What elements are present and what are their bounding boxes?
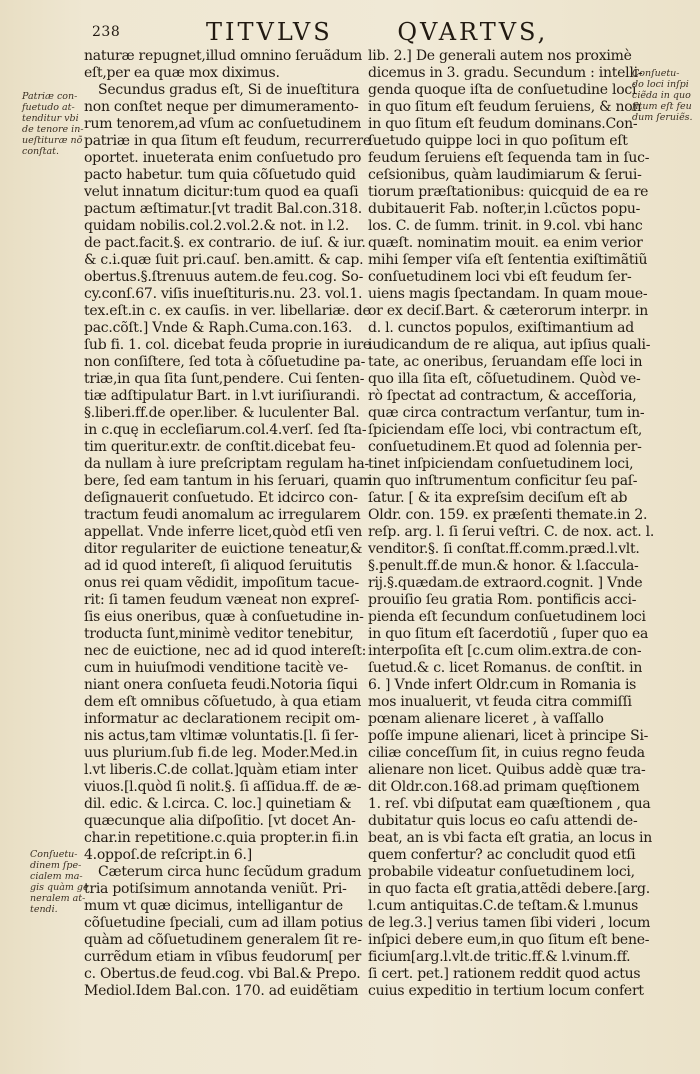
text-line: rum tenorem,ad vſum ac conſuetudinem	[84, 116, 362, 132]
page-number: 238	[92, 24, 121, 40]
text-line: dubitatur quis locus eo caſu attendi de-	[368, 813, 638, 829]
margin-note-line: conſtat.	[22, 146, 59, 157]
margin-note-line: dum ſeruiẽs.	[632, 112, 693, 123]
text-line: mihi ſemper viſa eſt ſententia exiſtimãtiũ	[368, 252, 648, 268]
text-line: pœnam alienare liceret , à vaſſallo	[368, 711, 604, 727]
text-line: Secundus gradus eſt, Si de inueſtitura	[98, 82, 360, 98]
text-line: quidam nobilis.col.2.vol.2.& not. in l.2.	[84, 218, 350, 234]
text-line: velut innatum dicitur:tum quod ea quaſi	[84, 184, 359, 200]
text-line: iudicandum de re aliqua, aut ipſius quali-	[368, 337, 651, 353]
text-line: 4.oppoſ.de reſcript.in 6.]	[84, 847, 252, 863]
text-line: inſpici debere eum,in quo ſitum eſt bene-	[368, 932, 650, 948]
margin-note-patriae-consuetudo	[22, 91, 82, 157]
text-line: appellat. Vnde inferre licet,quòd etſi ven	[84, 524, 362, 540]
text-line: tex.eſt.in c. ex cauſis. in ver. libellariæ. de	[84, 303, 371, 319]
text-line: Oldr. con. 159. ex præſenti themate.in 2.	[368, 507, 648, 523]
text-line: l.vt liberis.C.de collat.]quàm etiam inter	[84, 762, 358, 778]
text-line: in quo ſitum eſt feudum ſeruiens, & non	[368, 99, 642, 115]
text-line: uiens magis ſpectandam. In quam moue-	[368, 286, 648, 302]
text-line: 1. reſ. vbi diſputat eam quæſtionem , qua	[368, 796, 651, 812]
text-line: obertus.§.ſtrenuus autem.de feu.cog. So-	[84, 269, 364, 285]
text-line: cõſuetudine ſpeciali, cum ad illam potius	[84, 915, 363, 931]
text-line: poſſe impune alienari, licet à principe Si-	[368, 728, 649, 744]
text-line: dem eſt omnibus cõſuetudo, à qua etiam	[84, 694, 362, 710]
page-header	[0, 14, 700, 44]
text-line: reſp. arg. l. ſi ſerui veſtri. C. de nox. act. l.	[368, 524, 655, 540]
text-line: cy.conſ.67. viſis inueſtituris.nu. 23. vol.1.	[84, 286, 363, 302]
text-line: in quo facta eſt gratia,attẽdi debere.[arg.	[368, 881, 650, 897]
text-line: pac.cõſt.] Vnde & Raph.Cuma.con.163.	[84, 320, 353, 336]
text-line: tiæ adſtipulatur Bart. in l.vt iuriſiurandi.	[84, 388, 360, 404]
margin-note-line: Patriæ con-	[22, 91, 78, 102]
text-line: troducta ſunt,minimè veditor tenebitur,	[84, 626, 354, 642]
text-line: ſpiciendam eſſe loci, vbi contractum eſt,	[368, 422, 643, 438]
text-line: quæ circa contractum verſantur, tum in-	[368, 405, 645, 421]
text-line: ſatur. [ & ita expreſsim deciſum eſt ab	[368, 490, 628, 506]
text-line: Mediol.Idem Bal.con. 170. ad euidẽtiam	[84, 983, 359, 999]
text-line: dicemus in 3. gradu. Secundum : intelli-	[368, 65, 643, 81]
text-line: pienda eſt ſecundum conſuetudinem loci	[368, 609, 646, 625]
text-line: non conſtet neque per dimumeramento-	[84, 99, 359, 115]
text-line: beat, an is vbi facta eſt gratia, an locus in	[368, 830, 652, 846]
text-line: nec de euictione, nec ad id quod intereſt:	[84, 643, 367, 659]
text-line: in quo ſitum eſt feudum dominans.Con-	[368, 116, 638, 132]
text-line: triæ,in qua ſita ſunt,pendere. Cui ſenten-	[84, 371, 365, 387]
margin-note-line: ueſtituræ nõ	[22, 135, 83, 146]
text-line: currẽdum etiam in vſibus feudorum[ per	[84, 949, 362, 965]
text-line: ſuetud.& c. licet Romanus. de conſtit. in	[368, 660, 643, 676]
text-line: dit Oldr.con.168.ad primam quęſtionem	[368, 779, 640, 795]
text-line: pacto habetur. tum quia cõſuetudo quid	[84, 167, 356, 183]
text-line: quæcunque alia diſpoſitio. [vt docet An-	[84, 813, 356, 829]
text-line: ciliæ conceſſum ſit, in cuius regno feuda	[368, 745, 645, 761]
text-line: quo illa ſita eſt, cõſuetudinem. Quòd ve-	[368, 371, 641, 387]
text-line: patriæ in qua ſitum eſt feudum, recurrere	[84, 133, 371, 149]
text-line: ſub fi. 1. col. dicebat feuda proprie in iure	[84, 337, 371, 353]
text-line: tinet inſpiciendam conſuetudinem loci,	[368, 456, 634, 472]
text-line: quàm ad cõſuetudinem generalem ſit re-	[84, 932, 362, 948]
text-line: ſi cert. pet.] rationem reddit quod actus	[368, 966, 641, 982]
text-line: onus rei quam vẽdidit, impoſitum tacue-	[84, 575, 359, 591]
text-line: eſt,per ea quæ mox diximus.	[84, 65, 280, 81]
margin-note-line: tendi.	[30, 904, 58, 915]
text-line: rij.§.quædam.de extraord.cognit. ] Vnde	[368, 575, 643, 591]
text-line: los. C. de ſumm. trinit. in 9.col. vbi hanc	[368, 218, 643, 234]
margin-note-line: Conſuetu-	[30, 849, 78, 860]
text-line: niant onera conſueta feudi.Notoria ſiqui	[84, 677, 358, 693]
text-line: quem confertur? ac concludit quod etſi	[368, 847, 636, 863]
text-line: ſuetudo quippe loci in quo poſitum eſt	[368, 133, 628, 149]
text-line: alienare non licet. Quibus addè quæ tra-	[368, 762, 646, 778]
text-line: in c.quę in eccleſiarum.col.4.verſ. ſed ſta-	[84, 422, 367, 438]
text-line: ficium[arg.l.vlt.de tritic.ff.& l.vinum.ff.	[368, 949, 631, 965]
margin-note-line: neralem at-	[30, 893, 86, 904]
margin-note-line: de tenore in-	[22, 124, 84, 135]
text-line: rit: ſi tamen feudum væneat non expreſ-	[84, 592, 360, 608]
text-line: mos inualuerit, vt feuda citra commiſſi	[368, 694, 632, 710]
margin-note-line: ciẽda in quo	[632, 90, 691, 101]
text-line: de leg.3.] verius tamen ſibi videri , locum	[368, 915, 651, 931]
text-line: in quo ſitum eſt ſacerdotiũ , ſuper quo ea	[368, 626, 649, 642]
text-line: feudum ſeruiens eſt ſequenda tam in ſuc-	[368, 150, 650, 166]
margin-note-line: cialem ma-	[30, 871, 83, 882]
text-line: quæſt. nominatim mouit. ea enim verior	[368, 235, 643, 251]
text-line: dubitauerit Fab. noſter,in l.cũctos popu-	[368, 201, 641, 217]
text-line: rò ſpectat ad contractum, & acceſſoria,	[368, 388, 637, 404]
margin-note-line: Conſuetu-	[632, 68, 680, 79]
text-line: ceſsionibus, quàm laudimiarum & ſerui-	[368, 167, 642, 183]
running-title-left: TITVLVS	[206, 18, 333, 46]
text-line: uus plurium.ſub fi.de leg. Moder.Med.in	[84, 745, 358, 761]
text-line: dil. edic. & l.circa. C. loc.] quinetiam &	[84, 796, 352, 812]
margin-note-line: ſitum eſt feu	[632, 101, 692, 112]
text-line: de pact.facit.§. ex contrario. de iuſ. & iur.	[84, 235, 366, 251]
text-line: tria potiſsimum annotanda veniũt. Pri-	[84, 881, 347, 897]
text-line: interpoſita eſt [c.cum olim.extra.de con-	[368, 643, 642, 659]
margin-note-line: gis quàm ge	[30, 882, 89, 893]
text-line: 6. ] Vnde infert Oldr.cum in Romania is	[368, 677, 637, 693]
text-line: genda quoque iſta de conſuetudine loci	[368, 82, 637, 98]
text-line: probabile videatur conſuetudinem loci,	[368, 864, 635, 880]
text-line: cum in huiuſmodi venditione tacitè ve-	[84, 660, 348, 676]
text-line: non conſiſtere, ſed tota à cõſuetudine pa-	[84, 354, 366, 370]
text-line: conſuetudinem.Et quod ad ſolennia per-	[368, 439, 642, 455]
text-line: Cæterum circa hunc ſecũdum gradum	[98, 864, 362, 880]
text-line: or ex deciſ.Bart. & cæterorum interpr. in	[368, 303, 648, 319]
text-line: informatur ac declarationem recipit om-	[84, 711, 360, 727]
text-line: tim queritur.extr. de conſtit.dicebat feu-	[84, 439, 356, 455]
left-text-column	[84, 48, 372, 1000]
text-line: ſis eius oneribus, quæ à conſuetudine in-	[84, 609, 364, 625]
text-line: ditor regulariter de euictione teneatur,&	[84, 541, 363, 557]
margin-note-line: fuetudo at-	[22, 102, 75, 113]
text-line: lib. 2.] De generali autem nos proximè	[368, 48, 632, 64]
text-line: l.cum antiquitas.C.de teſtam.& l.munus	[368, 898, 639, 914]
margin-note-line: dinem ſpe-	[30, 860, 82, 871]
right-text-column	[368, 48, 655, 1000]
text-line: venditor.§. ſi conſtat.ff.comm.præd.l.vlt.	[368, 541, 640, 557]
text-line: deſignauerit conſuetudo. Et idcirco con-	[84, 490, 358, 506]
text-line: in quo inſtrumentum conficitur ſeu paſ-	[368, 473, 638, 489]
text-line: tiorum præſtationibus: quicquid de ea re	[368, 184, 649, 200]
text-line: bere, ſed eam tantum in his ſeruari, quam	[84, 473, 372, 489]
text-line: §.liberi.ff.de oper.liber. & luculenter Bal.	[84, 405, 360, 421]
text-line: tate, ac oneribus, ſeruandam eſſe loci in	[368, 354, 643, 370]
margin-note-consuetudinem-specialem	[30, 849, 89, 915]
text-line: naturæ repugnet,illud omnino ſeruãdum	[84, 48, 363, 64]
text-line: mum vt quæ dicimus, intelligantur de	[84, 898, 343, 914]
text-line: & c.i.quæ ſuit pri.cauſ. ben.amitt. & cap.	[84, 252, 364, 268]
running-title	[206, 18, 626, 46]
text-line: ad id quod intereſt, ſi aliquod ſeruitutis	[84, 558, 352, 574]
text-line: tractum feudi anomalum ac irregularem	[84, 507, 361, 523]
margin-note-line: tenditur vbi	[22, 113, 79, 124]
text-line: oportet. inueterata enim conſuetudo pro	[84, 150, 362, 166]
text-line: d. l. cunctos populos, exiſtimantium ad	[368, 320, 634, 336]
text-line: nis actus,tam vltimæ voluntatis.[l. ſi ſer-	[84, 728, 359, 744]
text-line: conſuetudinem loci vbi eſt feudum ſer-	[368, 269, 632, 285]
text-line: da nullam à iure preſcriptam regulam ha-	[84, 456, 369, 472]
running-title-right: QVARTVS,	[397, 18, 549, 46]
text-line: cuius expeditio in tertium locum confert	[368, 983, 644, 999]
text-line: c. Obertus.de feud.cog. vbi Bal.& Prepo.	[84, 966, 361, 982]
text-line: §.penult.ff.de mun.& honor. & l.ſaccula-	[368, 558, 639, 574]
margin-note-line: do loci inſpi	[632, 79, 689, 90]
text-line: viuos.[l.quòd ſi nolit.§. ſi aſſidua.ff. de æ-	[84, 779, 362, 795]
text-line: char.in repetitione.c.quia propter.in fi.in	[84, 830, 359, 846]
text-line: pactum æſtimatur.[vt tradit Bal.con.318.	[84, 201, 362, 217]
text-line: prouiſio ſeu gratia Rom. pontificis acci-	[368, 592, 637, 608]
